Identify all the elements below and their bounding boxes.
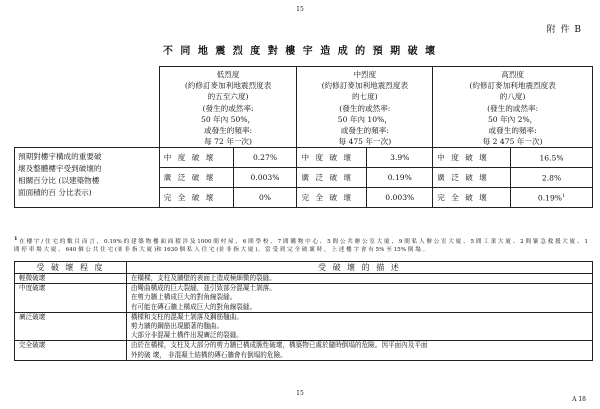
text-line: 50 年內 10%，	[337, 114, 392, 124]
text-line: 高烈度	[501, 70, 524, 79]
damage-label-high: 廣 泛 破 壞	[433, 168, 511, 188]
damage-label-high: 中 度 破 壞	[433, 148, 511, 168]
page-code: A 18	[572, 396, 586, 403]
text-line: 在橫樑，支柱及牆壁的表面上造成極細微的裂縫。	[130, 274, 276, 282]
damage-description	[126, 284, 592, 313]
text-line: (發生的或然率:	[202, 103, 254, 113]
text-line: 低烈度	[216, 70, 240, 79]
damage-label-low: 完 全 破 壞	[159, 188, 233, 208]
footnote	[14, 235, 593, 255]
header-damage-description: 受 破 壞 的 描 述	[126, 262, 592, 274]
intensity-low-header	[159, 67, 297, 148]
damage-value-high: 2.8%	[511, 168, 593, 188]
text-line: 每 72 年一次)	[204, 137, 252, 147]
annex-label: 附 件 B	[546, 25, 582, 35]
damage-label-medium: 廣 泛 破 壞	[297, 168, 367, 188]
text-line: (發生的或然率:	[487, 103, 539, 113]
text-line: 每 475 年一次)	[338, 137, 392, 147]
damage-value-medium: 0.003%	[367, 188, 433, 208]
text-line: 的八度)	[499, 92, 526, 102]
description-row-moderate	[15, 284, 593, 313]
damage-description-table	[14, 261, 593, 361]
damage-description	[126, 312, 592, 341]
damage-row-moderate	[15, 148, 593, 168]
page-number-bottom: 15	[296, 390, 304, 397]
text-line: 預期對樓宇構成的重要破	[18, 152, 102, 162]
damage-value-medium: 3.9%	[367, 148, 433, 168]
description-row-extensive	[15, 312, 593, 341]
damage-description	[126, 341, 592, 360]
description-header-row	[15, 262, 593, 274]
text-line: 50 年內 2%，	[487, 114, 538, 124]
damage-value-low: 0.27%	[233, 148, 297, 168]
damage-label-high: 完 全 破 壞	[433, 188, 511, 208]
damage-label-medium: 完 全 破 壞	[297, 188, 367, 208]
damage-level: 輕微破壞	[15, 274, 127, 284]
page-number-top: 15	[296, 6, 304, 13]
row-header	[15, 148, 160, 208]
text-line: 橫樑和支柱的混凝土剝落及鋼筋翹曲。	[130, 312, 243, 321]
text-line: 剪力牆的鋼筋出現顯著的翹曲。	[130, 322, 224, 331]
footnote-mark: 1	[14, 236, 18, 242]
text-line: 的五至六度)	[207, 92, 249, 102]
damage-value-high: 0.19%$^1$	[511, 188, 593, 208]
damage-value-medium: 0.19%	[367, 168, 433, 188]
damage-label-low: 廣 泛 破 壞	[159, 168, 233, 188]
text-line: 外的破 壞， 非混凝土結構的磚石牆會有倒塌的危險。	[130, 350, 287, 359]
text-line: (發生的或然率:	[339, 103, 391, 113]
text-line: (約修訂麥加利地震烈度表	[321, 81, 409, 91]
text-line: 相關百分比 (以建築物樓	[18, 176, 100, 186]
intensity-high-header	[433, 67, 593, 148]
text-line: 50 年內 50%，	[200, 114, 256, 124]
description-row-complete	[15, 341, 593, 360]
damage-value-low: 0%	[233, 188, 297, 208]
header-damage-level: 受 破 壞 程 度	[15, 262, 127, 274]
page-title: 不 同 地 震 烈 度 對 樓 宇 造 成 的 預 期 破 壞	[162, 46, 438, 57]
text-line: 大部分非混凝土構件出現廣泛的裂縫。	[130, 331, 243, 340]
text-line: 由彎曲構成的巨大裂縫，並引致部分混凝土剝落。	[130, 284, 276, 293]
damage-level: 完全破壞	[15, 341, 127, 360]
damage-description	[126, 274, 592, 284]
text-line: 每 2 475 年一次)	[482, 137, 543, 147]
damage-level: 廣泛破壞	[15, 312, 127, 341]
intensity-medium-header	[297, 67, 433, 148]
damage-label-medium: 中 度 破 壞	[297, 148, 367, 168]
text-line: 中烈度	[353, 70, 377, 79]
footnote-text: 在 樓 宇 / 住 宅 的 數 目 而 言 ， 0.19% 的 建 築 物 樓 面 面 積 涉 及 1000 間 村 屋 、 6 間 學 校 、 7 間 購 物 中 心 、 5 間 公 共 辦 公 室 大 廈 、 9 間 私 人 辦 公 室 大 廈 、 5 間 工 業 大 廈 、 2 間 緊 急 救 援 大 廈 、 1 間 停 車 場 大 廈 、 640 個 公 共 住 宅 (並 非 指 大 廈 )和 1630 個 私 人 住 宅 (並 非 指 大 廈 )。 當 受 到 完 全 破 壞 時 ， 上 述 樓 宇 會 有 5% 至 15% 倒 塌 。	[14, 238, 588, 254]
text-line: 壞及整體樓宇受到破壞的	[18, 164, 102, 174]
damage-value-low: 0.003%	[233, 168, 297, 188]
text-line: 有可能在磚石牆上構成巨大的對角線裂縫。	[130, 302, 257, 311]
text-line: 的七度)	[351, 92, 378, 102]
damage-label-low: 中 度 破 壞	[159, 148, 233, 168]
damage-value-high: 16.5%	[511, 148, 593, 168]
text-line: 面面積的百 分比表示)	[18, 188, 92, 198]
text-line: 由於在橫樑，支柱及大部分的剪力牆已構成脆性破壞，構築物已處於隨時倒塌的危險。因平面內及平面	[130, 341, 428, 350]
text-line: 或發生的頻率:	[488, 126, 537, 136]
expected-damage-table	[14, 66, 593, 208]
text-line: 或發生的頻率:	[204, 126, 253, 136]
text-line: 或發生的頻率:	[340, 126, 389, 136]
text-line: 在剪力牆上構成巨大的對角線裂縫。	[130, 293, 237, 302]
text-line: (約修訂麥加利地震烈度表	[469, 81, 556, 91]
intensity-header-row	[15, 67, 593, 148]
text-line: (約修訂麥加利地震烈度表	[184, 81, 272, 91]
description-row-slight	[15, 274, 593, 284]
damage-level: 中度破壞	[15, 284, 127, 313]
